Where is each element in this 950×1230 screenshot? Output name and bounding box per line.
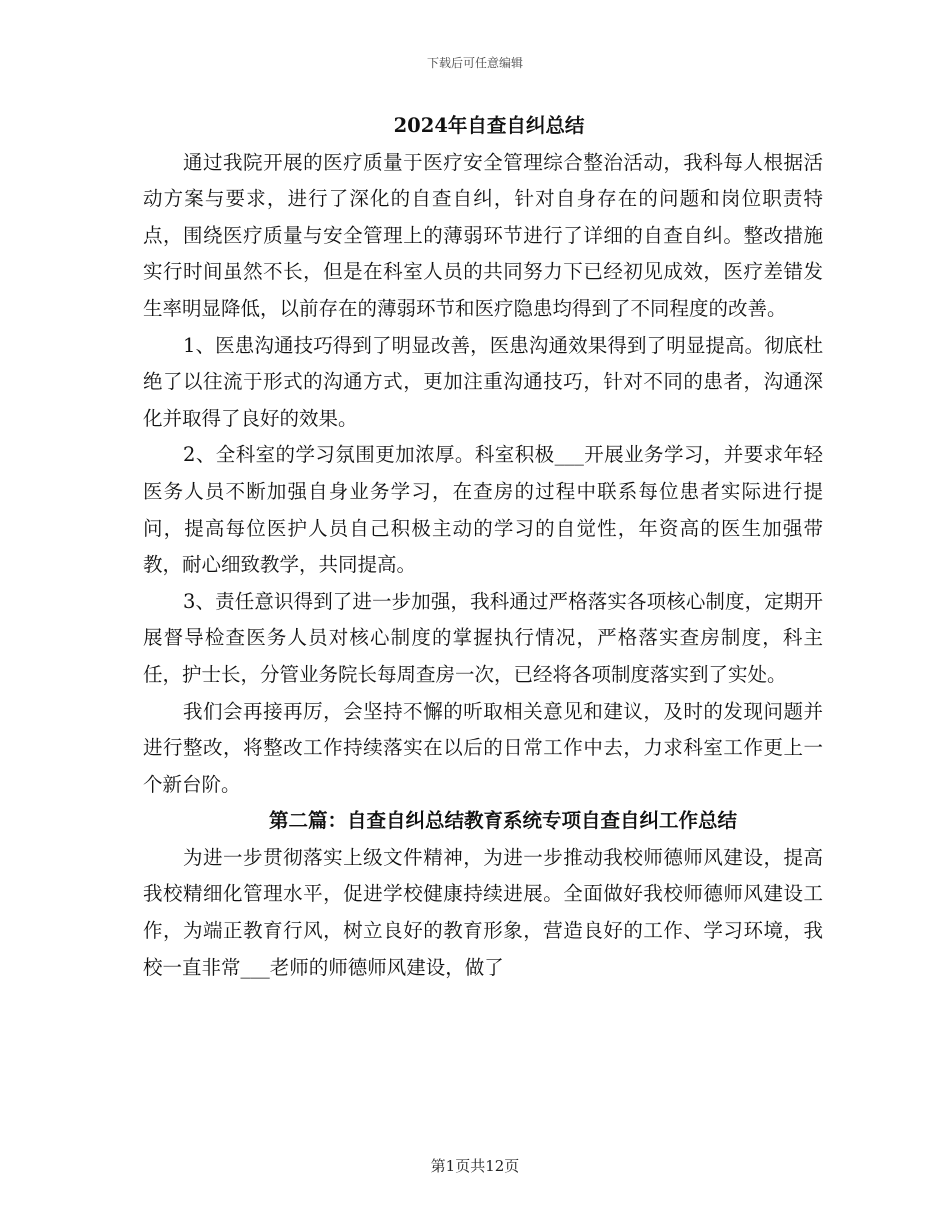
paragraph-item-3: 3、责任意识得到了进一步加强，我科通过严格落实各项核心制度，定期开展督导检查医务人员对核心制度的掌握执行情况，严格落实查房制度，科主任，护士长，分管业务院长每周查房一次，已经将各项制度落实到了实处。 xyxy=(143,589,823,686)
document-title: 2024年自查自纠总结 xyxy=(393,114,585,137)
document-body xyxy=(143,108,823,986)
page-header: 下载后可任意编辑 xyxy=(426,56,523,70)
section2-title: 第二篇：自查自纠总结教育系统专项自查自纠工作总结 xyxy=(268,809,737,833)
paragraph-conclusion: 我们会再接再厉，会坚持不懈的听取相关意见和建议，及时的发现问题并进行整改，将整改工作持续落实在以后的日常工作中去，力求科室工作更上一个新台阶。 xyxy=(143,699,823,796)
paragraph-intro: 通过我院开展的医疗质量于医疗安全管理综合整治活动，我科每人根据活动方案与要求，进行了深化的自查自纠，针对自身存在的问题和岗位职责特点，围绕医疗质量与安全管理上的薄弱环节进行了详细的自查自纠。整改措施实行时间虽然不长，但是在科室人员的共同努力下已经初见成效，医疗差错发生率明显降低，以前存在的薄弱环节和医疗隐患均得到了不同程度的改善。 xyxy=(143,150,823,320)
page-number: 第1页共12页 xyxy=(430,1157,520,1175)
paragraph-item-1: 1、医患沟通技巧得到了明显改善，医患沟通效果得到了明显提高。彻底杜绝了以往流于形式的沟通方式，更加注重沟通技巧，针对不同的患者，沟通深化并取得了良好的效果。 xyxy=(143,333,823,430)
section2-paragraph: 为进一步贯彻落实上级文件精神，为进一步推动我校师德师风建设，提高我校精细化管理水平，促进学校健康持续进展。全面做好我校师德师风建设工作，为端正教育行风，树立良好的教育形象，营造良好的工作、学习环境，我校一直非常___老师的师德师风建设，做了 xyxy=(143,845,823,979)
paragraph-item-2: 2、全科室的学习氛围更加浓厚。科室积极___开展业务学习，并要求年轻医务人员不断加强自身业务学习，在查房的过程中联系每位患者实际进行提问，提高每位医护人员自己积极主动的学习的自觉性，年资高的医生加强带教，耐心细致教学，共同提高。 xyxy=(143,443,823,577)
